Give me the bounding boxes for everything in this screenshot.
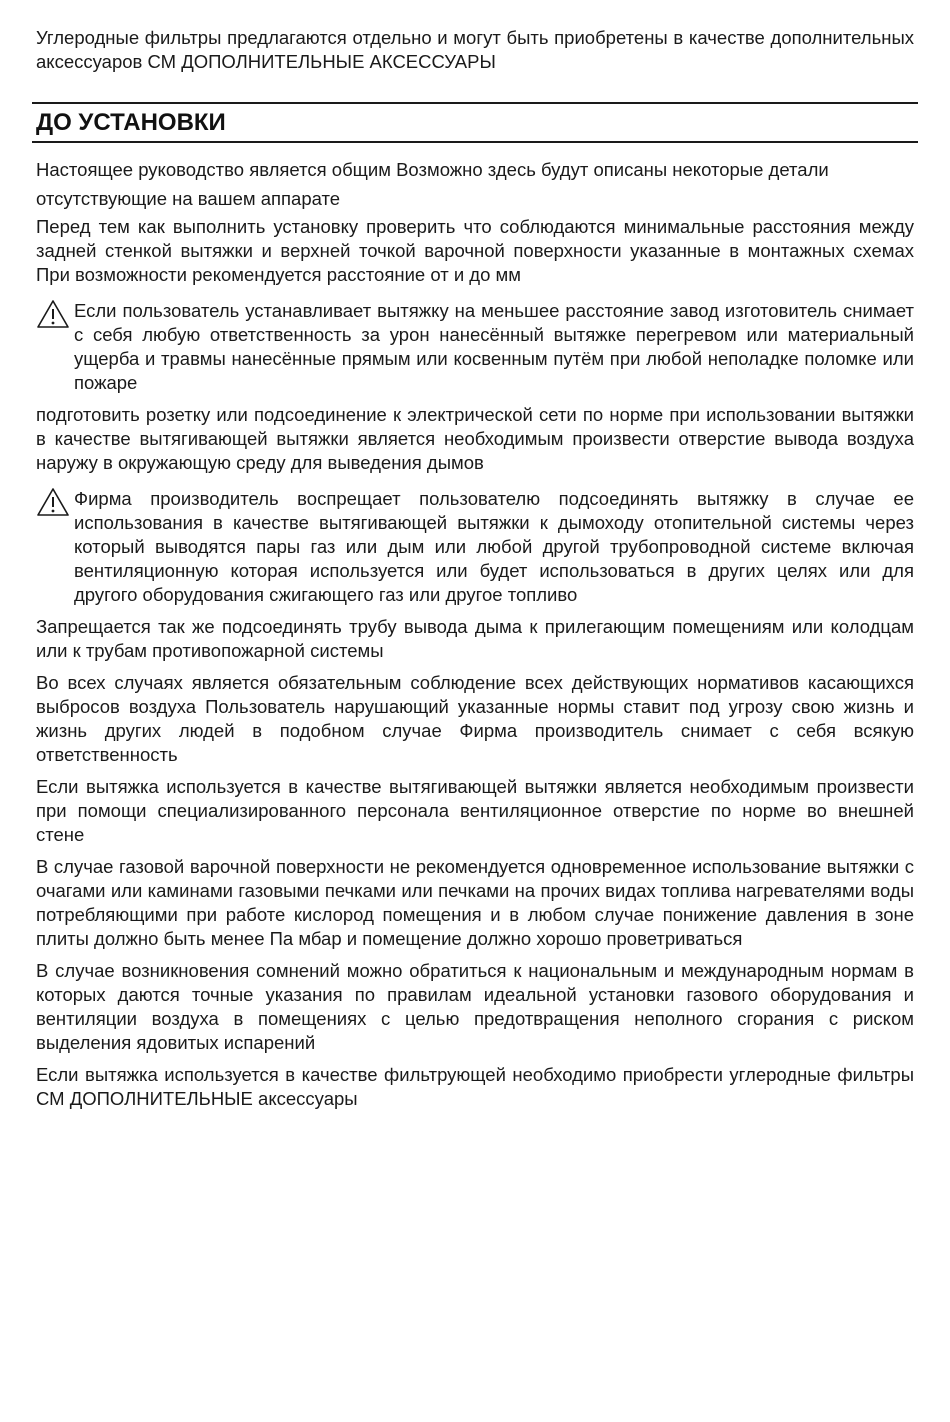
section-header	[32, 102, 918, 143]
standards-paragraph: В случае возникновения сомнений можно обратиться к национальным и международным нормам в которых даются точные указания по правилам идеальной установки газового оборудования и вентиляции воздуха в помещениях с целью предотвращения неполного сгорания с риском выделения ядовитых испарений	[36, 960, 914, 1053]
section-title: ДО УСТАНОВКИ	[36, 109, 226, 136]
exhaust-paragraph: Если вытяжка используется в качестве вытягивающей вытяжки является необходимым произвести при помощи специализированного персонала вентиляционное отверстие по норме во внешней стене	[36, 776, 914, 845]
warning-text: Если пользователь устанавливает вытяжку на меньшее расстояние завод изготовитель снимает с себя любую ответственность за урон нанесённый вытяжке перегревом или материальный ущерба и травмы нанесённые прямым или косвенным путём при любой неполадке поломке или пожаре	[74, 300, 914, 393]
warning-triangle-icon	[36, 487, 70, 517]
prohibition-paragraph: Запрещается так же подсоединять трубу вывода дыма к прилегающим помещениям или колодцам или к трубам противопожарной системы	[36, 616, 914, 661]
clearance-paragraph: Перед тем как выполнить установку проверить что соблюдаются минимальные расстояния между задней стенкой вытяжки и верхней точкой варочной поверхности указанные в монтажных схемах При возможности рекомендуется расстояние от и до мм	[36, 216, 914, 285]
regulations-paragraph: Во всех случаях является обязательным соблюдение всех действующих нормативов касающихся выбросов воздуха Пользователь нарушающий указанные нормы ставит под угрозу свою жизнь и жизнь других людей в подобном случае Фирма производитель снимает с себя всякую ответственность	[36, 672, 914, 765]
warning-block-distance	[36, 299, 914, 395]
lead-paragraph: Настоящее руководство является общим Возможно здесь будут описаны некоторые детали отсутствующие на вашем аппарате	[36, 159, 829, 209]
socket-paragraph: подготовить розетку или подсоединение к электрической сети по норме при использовании вытяжки в качестве вытягивающей вытяжки является необходимым произвести отверстие вывода воздуха наружу в окружающую среду для выведения дымов	[36, 404, 914, 473]
warning-text: Фирма производитель воспрещает пользователю подсоединять вытяжку в случае ее использования в качестве вытягивающей вытяжки к дымоходу отопительной системы через который выводятся пары газ или дым или любой другой трубопроводной системе включая вентиляционную которая используется или будет использоваться в других целях или для другого оборудования сжигающего газ или другое топливо	[74, 488, 914, 605]
warning-block-flue	[36, 487, 914, 607]
intro-paragraph: Углеродные фильтры предлагаются отдельно и могут быть приобретены в качестве дополнительных аксессуаров СМ ДОПОЛНИТЕЛЬНЫЕ АКСЕССУАРЫ	[36, 27, 914, 72]
filter-paragraph: Если вытяжка используется в качестве фильтрующей необходимо приобрести углеродные фильтры СМ ДОПОЛНИТЕЛЬНЫЕ аксессуары	[36, 1064, 914, 1109]
gas-hob-paragraph: В случае газовой варочной поверхности не рекомендуется одновременное использование вытяжки с очагами или каминами газовыми печками или печками на прочих видах топлива нагревателями воды потребляющими при работе кислород помещения и в любом случае понижение давления в зоне плиты должно быть менее Па мбар и помещение должно хорошо проветриваться	[36, 856, 914, 949]
warning-triangle-icon	[36, 299, 70, 329]
document-page	[36, 26, 914, 1119]
